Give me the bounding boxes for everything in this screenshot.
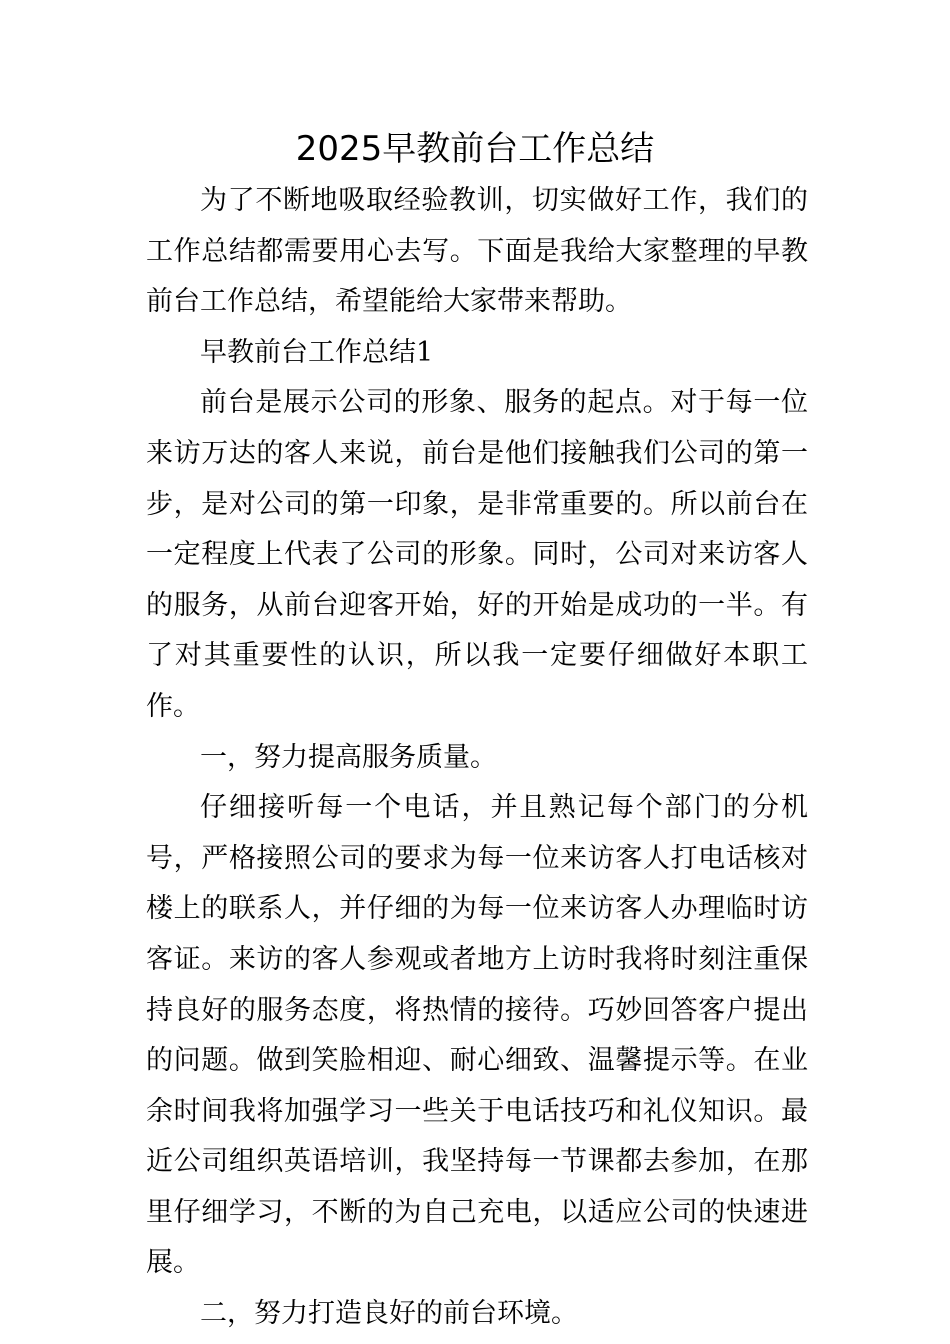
intro-paragraph: 为了不断地吸取经验教训，切实做好工作，我们的工作总结都需要用心去写。下面是我给大家整理的早教前台工作总结，希望能给大家带来帮助。 bbox=[146, 185, 808, 318]
body-paragraph: 仔细接听每一个电话，并且熟记每个部门的分机号，严格接照公司的要求为每一位来访客人打电话核对楼上的联系人，并仔细的为每一位来访客人办理临时访客证。来访的客人参观或者地方上访时我将时刻注重保持良好的服务态度，将热情的接待。巧妙回答客户提出的问题。做到笑脸相迎、耐心细致、温馨提示等。在业余时间我将加强学习一些关于电话技巧和礼仪知识。最近公司组织英语培训，我坚持每一节课都去参加，在那里仔细学习，不断的为自己充电，以适应公司的快速进展。 bbox=[146, 792, 808, 1279]
document-title: 2025早教前台工作总结 bbox=[295, 129, 655, 169]
subsection-heading: 二，努力打造良好的前台环境。 bbox=[200, 1298, 578, 1330]
subsection-heading: 一，努力提高服务质量。 bbox=[200, 741, 497, 773]
body-paragraph: 前台是展示公司的形象、服务的起点。对于每一位来访万达的客人来说，前台是他们接触我们公司的第一步，是对公司的第一印象，是非常重要的。所以前台在一定程度上代表了公司的形象。同时，公司对来访客人的服务，从前台迎客开始，好的开始是成功的一半。有了对其重要性的认识，所以我一定要仔细做好本职工作。 bbox=[146, 387, 808, 722]
document-body bbox=[146, 176, 808, 1340]
section-heading: 早教前台工作总结1 bbox=[200, 336, 434, 368]
